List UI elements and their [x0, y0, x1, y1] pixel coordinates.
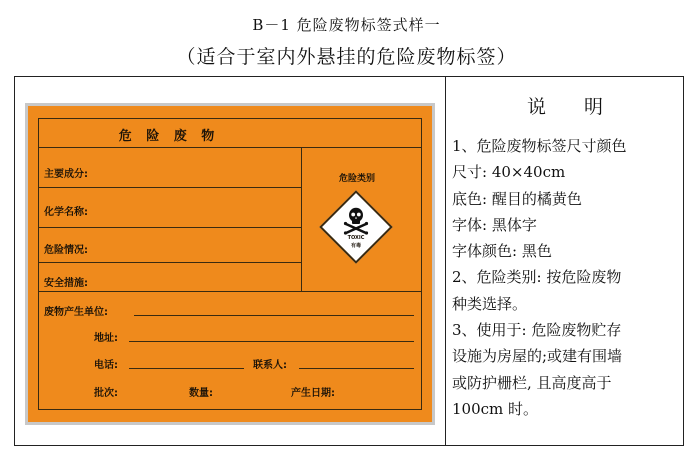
- field-contact: 联系人:: [253, 360, 287, 371]
- field-hazard-info: 危险情况:: [44, 245, 88, 256]
- label-rule-3: [39, 262, 301, 263]
- description-line: 1、危险废物标签尺寸颜色: [452, 137, 627, 155]
- field-quantity: 数量:: [189, 388, 213, 399]
- field-producer: 废物产生单位:: [44, 307, 108, 318]
- description-line: 100cm 时。: [452, 399, 539, 418]
- label-rule-4: [39, 291, 421, 292]
- toxic-symbol: [320, 191, 392, 263]
- field-production-date: 产生日期:: [291, 388, 335, 399]
- label-vrule: [301, 147, 302, 291]
- skull-crossbones-icon: [341, 205, 371, 235]
- document-subtitle: （适合于室内外悬挂的危险废物标签）: [176, 46, 517, 68]
- description-line: 3、使用于: 危险废物贮存: [452, 321, 622, 340]
- description-line: 设施为房屋的;或建有围墙: [452, 347, 623, 366]
- description-title: 说 明: [526, 96, 606, 118]
- document-title: B－1 危险废物标签式样一: [252, 16, 441, 34]
- description-line: 或防护栅栏, 且高度高于: [452, 373, 612, 392]
- field-safety-measures: 安全措施:: [44, 278, 88, 289]
- label-border: [38, 118, 422, 410]
- address-underline: [129, 341, 414, 342]
- label-rule-2: [39, 227, 301, 228]
- description-body: [452, 133, 682, 422]
- phone-underline: [129, 368, 244, 369]
- field-main-components: 主要成分:: [44, 169, 88, 180]
- description-line: 尺寸: 40×40cm: [452, 163, 566, 182]
- producer-underline: [134, 315, 414, 316]
- hazard-label-sample: [28, 106, 432, 422]
- label-title: 危 险 废 物: [118, 129, 220, 144]
- description-line: 底色: 醒目的橘黄色: [452, 189, 582, 208]
- symbol-text: TOXIC: [347, 235, 365, 241]
- hazard-category-label: 危险类别: [339, 174, 376, 184]
- field-chemical-name: 化学名称:: [44, 207, 88, 218]
- field-address: 地址:: [94, 333, 118, 344]
- contact-underline: [299, 368, 414, 369]
- description-line: 2、危险类别: 按危险废物: [452, 268, 622, 287]
- symbol-text-cn: 有毒: [350, 243, 361, 249]
- description-line: 种类选择。: [452, 294, 528, 313]
- field-batch: 批次:: [94, 388, 118, 399]
- label-rule-1: [39, 187, 301, 188]
- field-phone: 电话:: [94, 360, 118, 371]
- description-line: 字体: 黑体字: [452, 215, 537, 234]
- label-rule-title: [39, 147, 421, 148]
- table-divider: [445, 76, 446, 446]
- description-line: 字体颜色: 黑色: [452, 242, 552, 261]
